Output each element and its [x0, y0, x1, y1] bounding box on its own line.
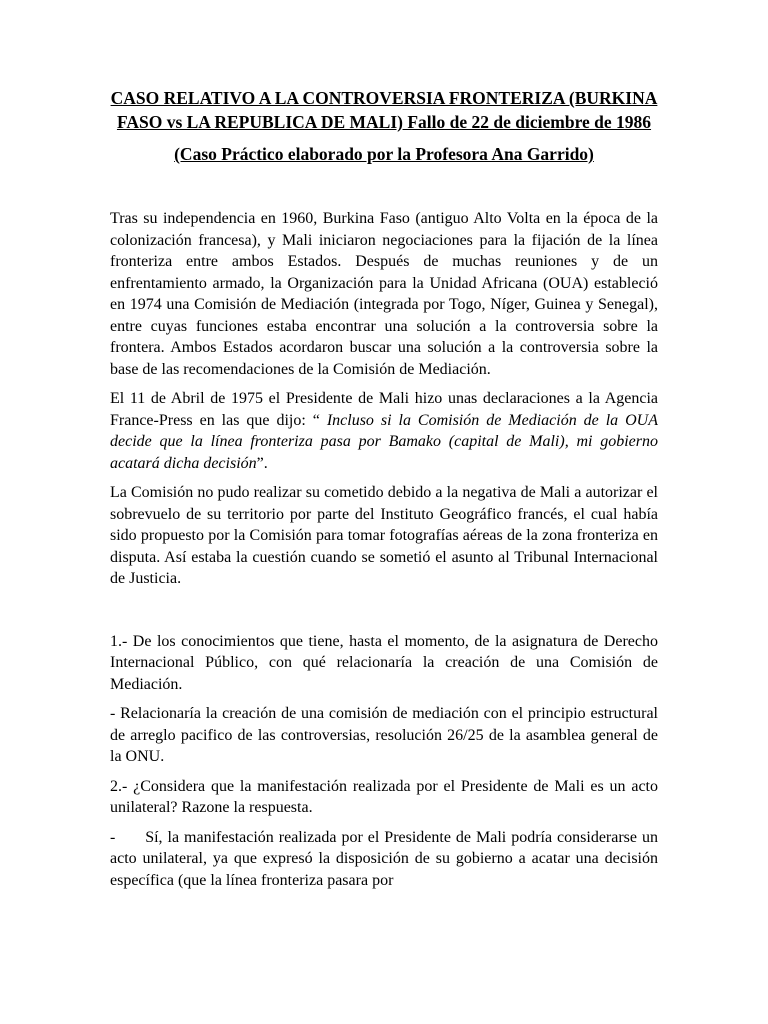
paragraph-declaration — [110, 388, 658, 474]
paragraph-commission: La Comisión no pudo realizar su cometido debido a la negativa de Mali a autorizar el sobrevuelo de su territorio por parte del Instituto Geográfico francés, el cual había sido propuesto por la Comisión para tomar fotografías aéreas de la zona fronteriza en disputa. Así estaba la cuestión cuando se sometió el asunto al Tribunal Internacional de Justicia. — [110, 484, 658, 587]
question-1: 1.- De los conocimientos que tiene, hasta el momento, de la asignatura de Derecho Internacional Público, con qué relacionaría la creación de una Comisión de Mediación. — [110, 632, 658, 693]
document-subtitle: (Caso Práctico elaborado por la Profesora Ana Garrido) — [174, 144, 594, 164]
question-2: 2.- ¿Considera que la manifestación realizada por el Presidente de Mali es un acto unilateral? Razone la respuesta. — [110, 777, 658, 816]
declaration-quote: Incluso si la Comisión de Mediación de la OUA decide que la línea fronteriza pasa por Bamako (capital de Mali), mi gobierno acatará dicha decisión — [110, 411, 659, 472]
document-title: CASO RELATIVO A LA CONTROVERSIA FRONTERIZA (BURKINA FASO vs LA REPUBLICA DE MALI) Fallo de 22 de diciembre de 1986 — [110, 88, 658, 132]
declaration-end: ”. — [256, 454, 268, 472]
answer-1: - Relacionaría la creación de una comisión de mediación con el principio estructural de arreglo pacifico de las controversias, resolución 26/25 de la asamblea general de la ONU. — [110, 705, 658, 765]
declaration-intro: El 11 de Abril de 1975 el Presidente de Mali hizo unas declaraciones a la Agencia France-Press en las que dijo: “ — [110, 390, 658, 429]
answer-2: - Sí, la manifestación realizada por el Presidente de Mali podría considerarse un acto unilateral, ya que expresó la disposición de su gobierno a acatar una decisión específica (que la línea fronteriza pasara por — [110, 828, 662, 889]
paragraph-background: Tras su independencia en 1960, Burkina Faso (antiguo Alto Volta en la época de la colonización francesa), y Mali iniciaron negociaciones para la fijación de la línea fronteriza entre ambos Estados. Después de muchas reuniones y de un enfrentamiento armado, la Organización para la Unidad Africana (OUA) estableció en 1974 una Comisión de Mediación (integrada por Togo, Níger, Guinea y Senegal), entre cuyas funciones estaba encontrar una solución a la controversia sobre la frontera. Ambos Estados acordaron buscar una solución a la controversia sobre la base de las recomendaciones de la Comisión de Mediación. — [110, 210, 658, 378]
